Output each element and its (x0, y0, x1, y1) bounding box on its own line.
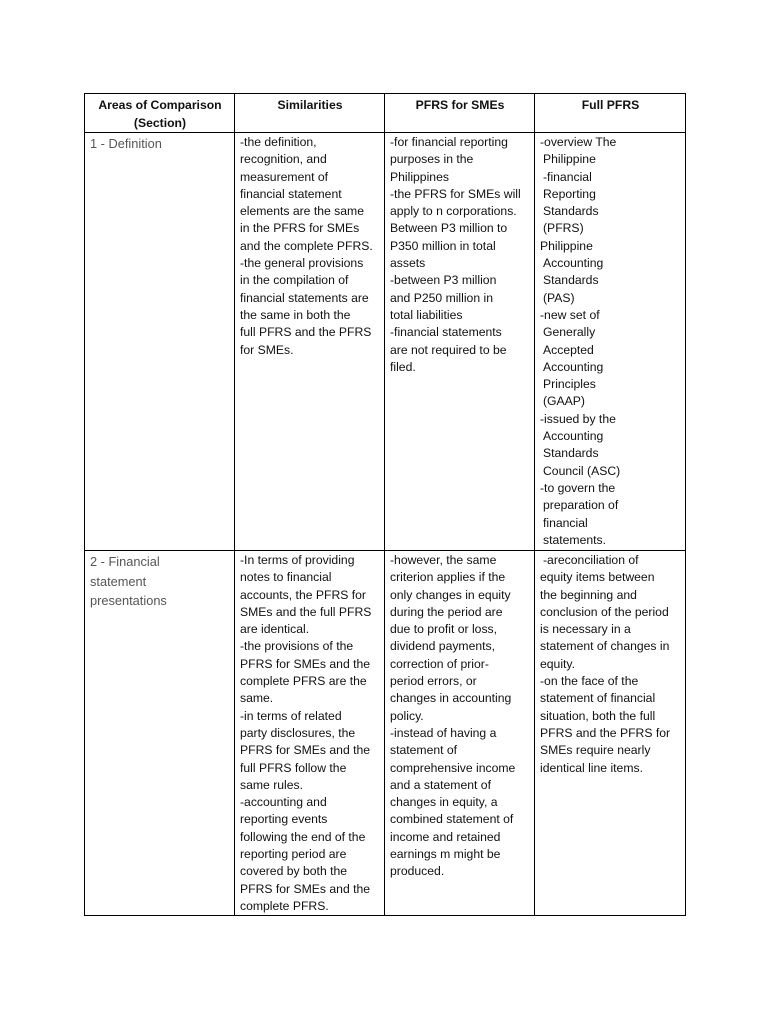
cell-line: accounts, the PFRS for (240, 587, 366, 602)
cell-line: presentations (90, 593, 167, 608)
cell-line: P350 million in total (390, 238, 496, 253)
cell-line: -In terms of providing (240, 553, 355, 567)
cell-line: are identical. (240, 622, 310, 637)
table-header-row (85, 94, 686, 133)
cell-line: assets (390, 256, 426, 271)
cell-line: the same in both the (240, 307, 351, 322)
cell-line: Generally (543, 325, 596, 340)
cell-line: income and retained (390, 829, 501, 844)
cell-line: in the PFRS for SMEs (240, 221, 360, 236)
cell-area-definition (85, 133, 235, 551)
cell-line: Accounting (543, 429, 604, 444)
cell-line: PFRS for SMEs and the (240, 656, 371, 671)
header-full-pfrs (535, 94, 686, 133)
cell-line: -overview The (540, 135, 617, 149)
cell-line: (PAS) (543, 290, 575, 305)
cell-line: full PFRS follow the (240, 760, 347, 775)
cell-similarities-definition (235, 133, 385, 551)
cell-line: due to profit or loss, (390, 622, 498, 637)
cell-line: recognition, and (240, 152, 327, 167)
cell-line: and a statement of (390, 777, 491, 792)
cell-line: PFRS for SMEs and the (240, 881, 371, 896)
cell-pfrs-smes-financial-statement (385, 551, 535, 916)
cell-line: notes to financial (240, 570, 332, 585)
cell-line: Philippine (543, 152, 596, 167)
header-pfrs-for-smes (385, 94, 535, 133)
cell-line: produced. (390, 864, 445, 879)
cell-line: Philippine (540, 238, 593, 253)
cell-line: measurement of (240, 169, 329, 184)
cell-line: statement of changes in (540, 639, 670, 654)
cell-line: complete PFRS are the (240, 674, 367, 689)
header-areas-of-comparison (85, 94, 235, 133)
cell-line: -areconciliation of (543, 553, 639, 567)
cell-line: and the complete PFRS. (240, 238, 373, 253)
cell-line: PFRS for SMEs (415, 98, 505, 112)
cell-line: financial statements are (240, 290, 369, 305)
cell-line: apply to n corporations. (390, 204, 517, 219)
cell-line: Accounting (543, 256, 604, 271)
cell-line: SMEs and the full PFRS (240, 604, 372, 619)
cell-line: Philippines (390, 169, 449, 184)
cell-line: financial statement (240, 186, 342, 201)
cell-line: conclusion of the period (540, 604, 669, 619)
cell-line: reporting period are (240, 847, 347, 862)
cell-line: financial (543, 515, 588, 530)
cell-line: full PFRS and the PFRS (240, 325, 372, 340)
cell-line: dividend payments, (390, 639, 496, 654)
cell-line: statements. (543, 532, 606, 547)
cell-full-pfrs-financial-statement (535, 551, 686, 916)
cell-line: Accounting (543, 359, 604, 374)
cell-line: preparation of (543, 498, 619, 513)
cell-line: statement of financial (540, 691, 656, 706)
cell-line: -financial (543, 169, 592, 184)
cell-line: in the compilation of (240, 273, 349, 288)
cell-line: purposes in the (390, 152, 474, 167)
cell-line: same rules. (240, 777, 303, 792)
cell-line: SMEs require nearly (540, 743, 651, 758)
cell-line: -for financial reporting (390, 135, 508, 149)
cell-line: Similarities (277, 98, 343, 112)
table-row (85, 551, 686, 916)
cell-line: statement (90, 573, 147, 589)
cell-line: elements are the same (240, 204, 364, 219)
cell-line: (PFRS) (543, 221, 584, 236)
comparison-table (84, 93, 686, 916)
cell-line: PFRS for SMEs and the (240, 743, 371, 758)
cell-full-pfrs-definition (535, 133, 686, 551)
cell-line: -the definition, (240, 135, 317, 149)
cell-line: the beginning and (540, 587, 637, 602)
cell-line: Accepted (543, 342, 594, 357)
cell-line: equity items between (540, 570, 655, 585)
cell-line: Council (ASC) (543, 463, 621, 478)
cell-line: -new set of (540, 307, 600, 322)
cell-line: combined statement of (390, 812, 514, 827)
cell-line: PFRS and the PFRS for (540, 725, 671, 740)
cell-line: Standards (543, 446, 599, 461)
cell-line: (Section) (133, 116, 187, 130)
header-similarities (235, 94, 385, 133)
cell-line: -on the face of the (540, 674, 639, 689)
cell-line: Principles (543, 377, 596, 392)
cell-area-financial-statement-presentations (85, 551, 235, 916)
cell-line: changes in equity, a (390, 795, 498, 810)
cell-line: -the provisions of the (240, 639, 354, 654)
cell-line: Areas of Comparison (98, 98, 222, 112)
cell-line: identical line items. (540, 760, 643, 775)
cell-line: -in terms of related (240, 708, 342, 723)
cell-line: during the period are (390, 604, 503, 619)
cell-line: for SMEs. (240, 342, 294, 357)
cell-line: changes in accounting (390, 691, 512, 706)
cell-line: filed. (390, 359, 416, 374)
cell-line: Standards (543, 273, 599, 288)
cell-line: Reporting (543, 186, 596, 201)
cell-line: -issued by the (540, 411, 616, 426)
cell-line: only changes in equity (390, 587, 511, 602)
cell-line: statement of (390, 743, 458, 758)
cell-line: -accounting and (240, 795, 327, 810)
cell-line: equity. (540, 656, 576, 671)
cell-line: total liabilities (390, 307, 463, 322)
cell-line: policy. (390, 708, 424, 723)
cell-line: correction of prior- (390, 656, 489, 671)
cell-line: Between P3 million to (390, 221, 508, 236)
cell-pfrs-smes-definition (385, 133, 535, 551)
cell-line: Standards (543, 204, 599, 219)
cell-line: following the end of the (240, 829, 366, 844)
cell-line: comprehensive income (390, 760, 516, 775)
cell-line: -to govern the (540, 480, 616, 495)
cell-line: is necessary in a (540, 622, 631, 637)
cell-line: are not required to be (390, 342, 507, 357)
cell-line: complete PFRS. (240, 898, 329, 913)
cell-line: situation, both the full (540, 708, 656, 723)
cell-line: criterion applies if the (390, 570, 506, 585)
cell-line: Full PFRS (581, 98, 640, 112)
cell-line: 2 - Financial (90, 554, 160, 569)
cell-line: -financial statements (390, 325, 502, 340)
cell-line: -instead of having a (390, 725, 497, 740)
cell-similarities-financial-statement (235, 551, 385, 916)
cell-line: and P250 million in (390, 290, 493, 305)
cell-line: -the general provisions (240, 256, 364, 271)
cell-line: earnings m might be (390, 847, 501, 862)
cell-line: -the PFRS for SMEs will (390, 186, 521, 201)
cell-line: (GAAP) (543, 394, 585, 409)
cell-line: period errors, or (390, 674, 477, 689)
cell-line: 1 - Definition (90, 136, 162, 151)
cell-line: covered by both the (240, 864, 348, 879)
table-row (85, 133, 686, 551)
cell-line: -between P3 million (390, 273, 497, 288)
cell-line: reporting events (240, 812, 328, 827)
cell-line: party disclosures, the (240, 725, 356, 740)
cell-line: same. (240, 691, 274, 706)
cell-line: -however, the same (390, 553, 497, 567)
